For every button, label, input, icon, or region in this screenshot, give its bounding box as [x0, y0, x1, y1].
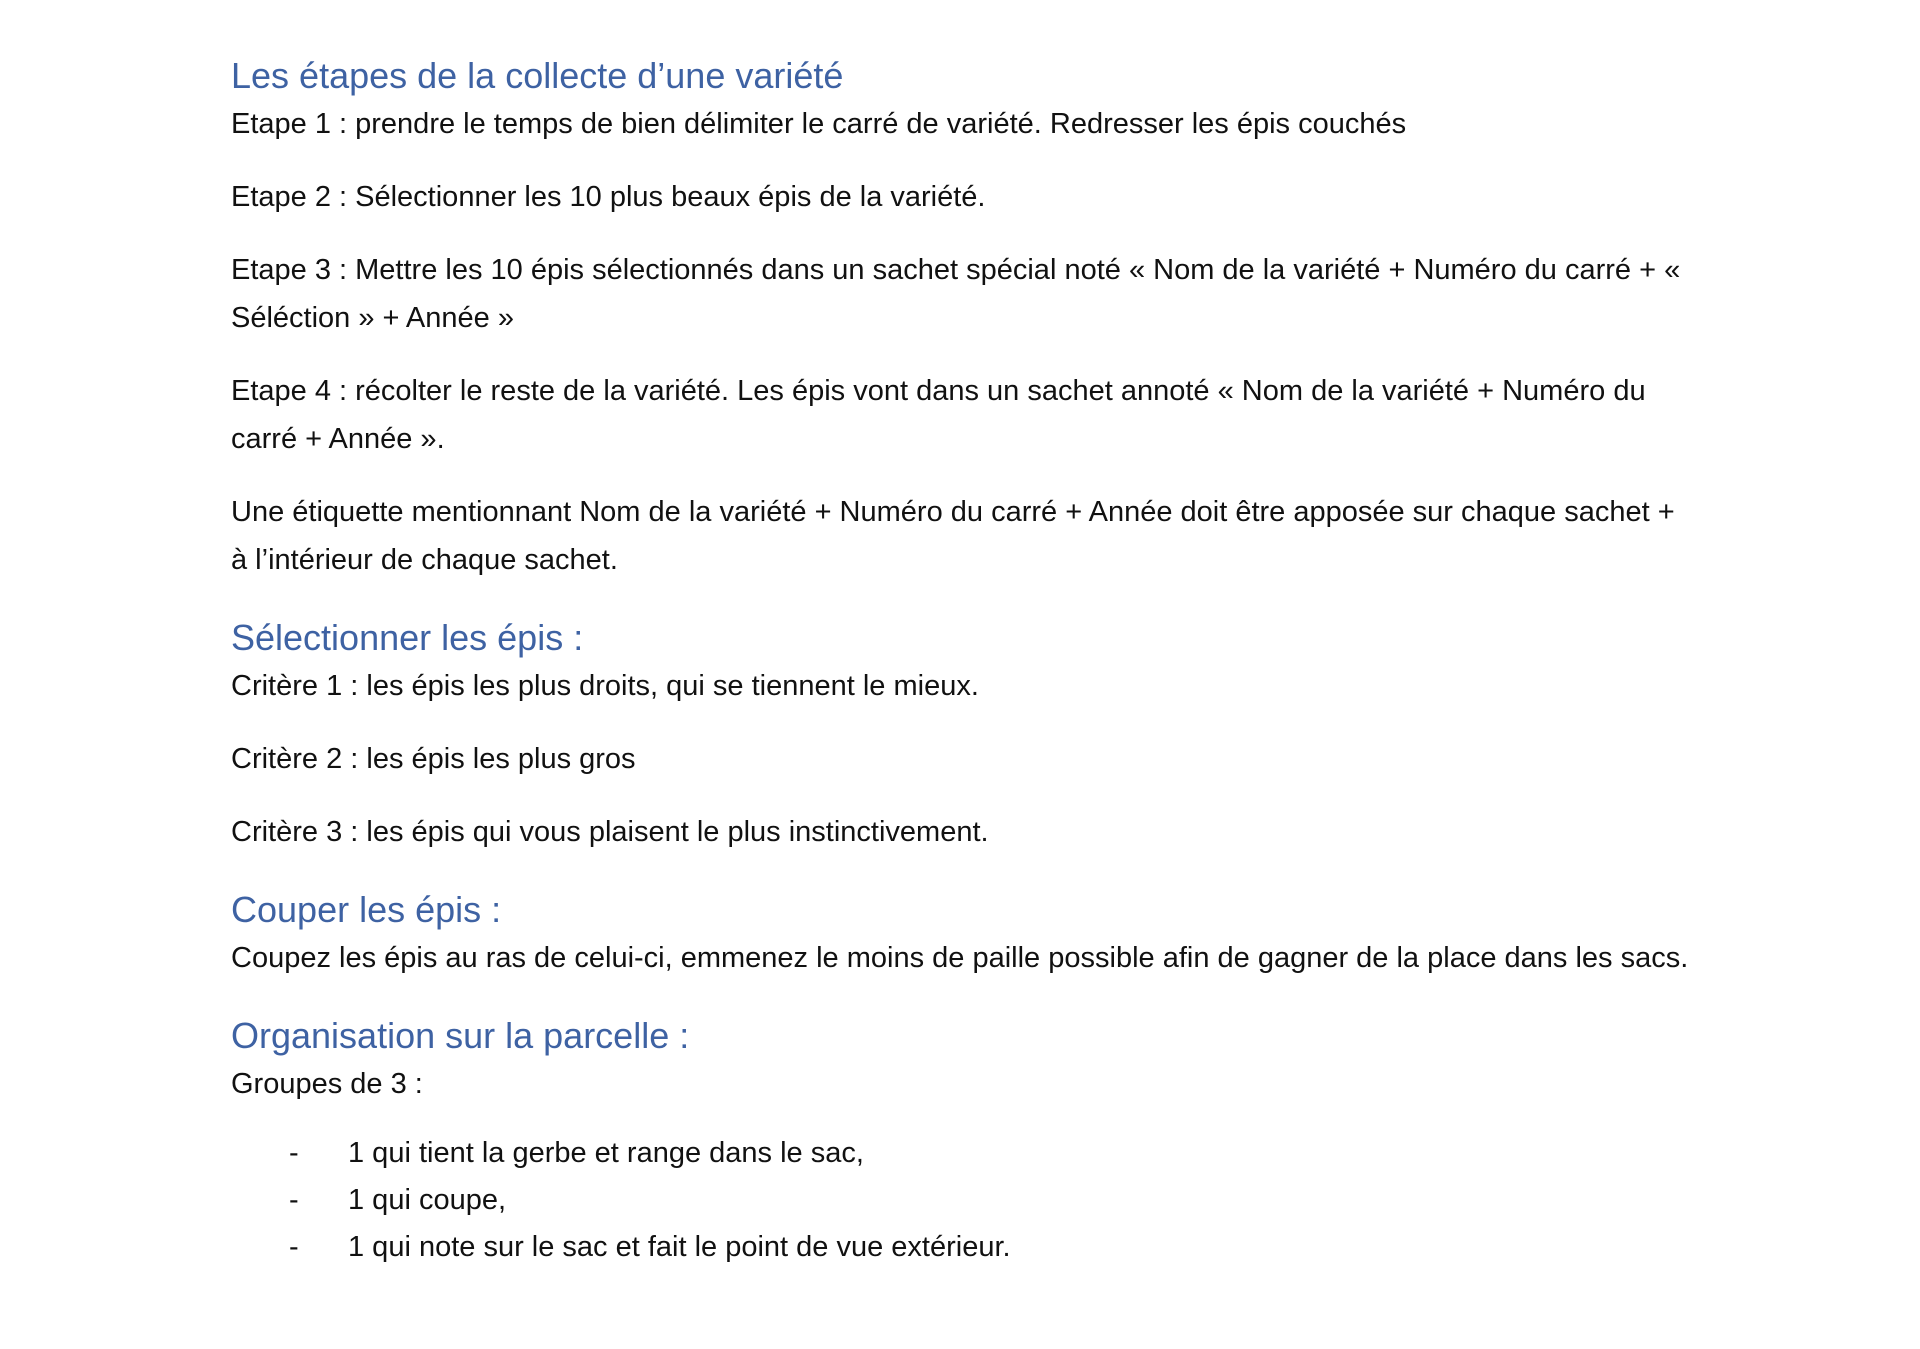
paragraph-etape-2: Etape 2 : Sélectionner les 10 plus beaux épis de la variété. [231, 181, 986, 213]
paragraph-critere-2: Critère 2 : les épis les plus gros [231, 743, 636, 775]
paragraph-groupes: Groupes de 3 : [231, 1068, 423, 1100]
dash-bullet: - [289, 1231, 299, 1263]
roles-list [231, 1130, 1691, 1271]
section-selectionner [231, 614, 1691, 856]
dash-bullet: - [289, 1184, 299, 1216]
section-heading-selectionner: Sélectionner les épis : [231, 617, 584, 658]
list-item [231, 1177, 1691, 1224]
section-heading-organisation: Organisation sur la parcelle : [231, 1015, 690, 1056]
section-heading-etapes: Les étapes de la collecte d’une variété [231, 55, 844, 96]
section-couper [231, 886, 1691, 982]
paragraph-couper: Coupez les épis au ras de celui-ci, emmenez le moins de paille possible afin de gagner de la place dans les sacs. [231, 942, 1689, 974]
paragraph-critere-3: Critère 3 : les épis qui vous plaisent le plus instinctivement. [231, 816, 989, 848]
paragraph-critere-1: Critère 1 : les épis les plus droits, qui se tiennent le mieux. [231, 670, 979, 702]
list-item-text: 1 qui coupe, [348, 1184, 507, 1216]
section-etapes [231, 52, 1691, 584]
paragraph-etiquette: Une étiquette mentionnant Nom de la variété + Numéro du carré + Année doit être apposée sur chaque sachet + à l’intérieur de chaque sachet. [231, 496, 1675, 576]
list-item-text: 1 qui note sur le sac et fait le point de vue extérieur. [348, 1231, 1011, 1263]
dash-bullet: - [289, 1137, 299, 1169]
section-heading-couper: Couper les épis : [231, 889, 502, 930]
paragraph-etape-3: Etape 3 : Mettre les 10 épis sélectionnés dans un sachet spécial noté « Nom de la variété + Numéro du carré + « Séléction » + Année » [231, 254, 1681, 334]
list-item [231, 1224, 1691, 1271]
section-organisation [231, 1012, 1691, 1271]
paragraph-etape-4: Etape 4 : récolter le reste de la variété. Les épis vont dans un sachet annoté « Nom de la variété + Numéro du carré + Année ». [231, 375, 1646, 455]
paragraph-etape-1: Etape 1 : prendre le temps de bien délimiter le carré de variété. Redresser les épis couchés [231, 108, 1407, 140]
document-page [231, 52, 1691, 1271]
list-item [231, 1130, 1691, 1177]
list-item-text: 1 qui tient la gerbe et range dans le sac, [348, 1137, 864, 1169]
